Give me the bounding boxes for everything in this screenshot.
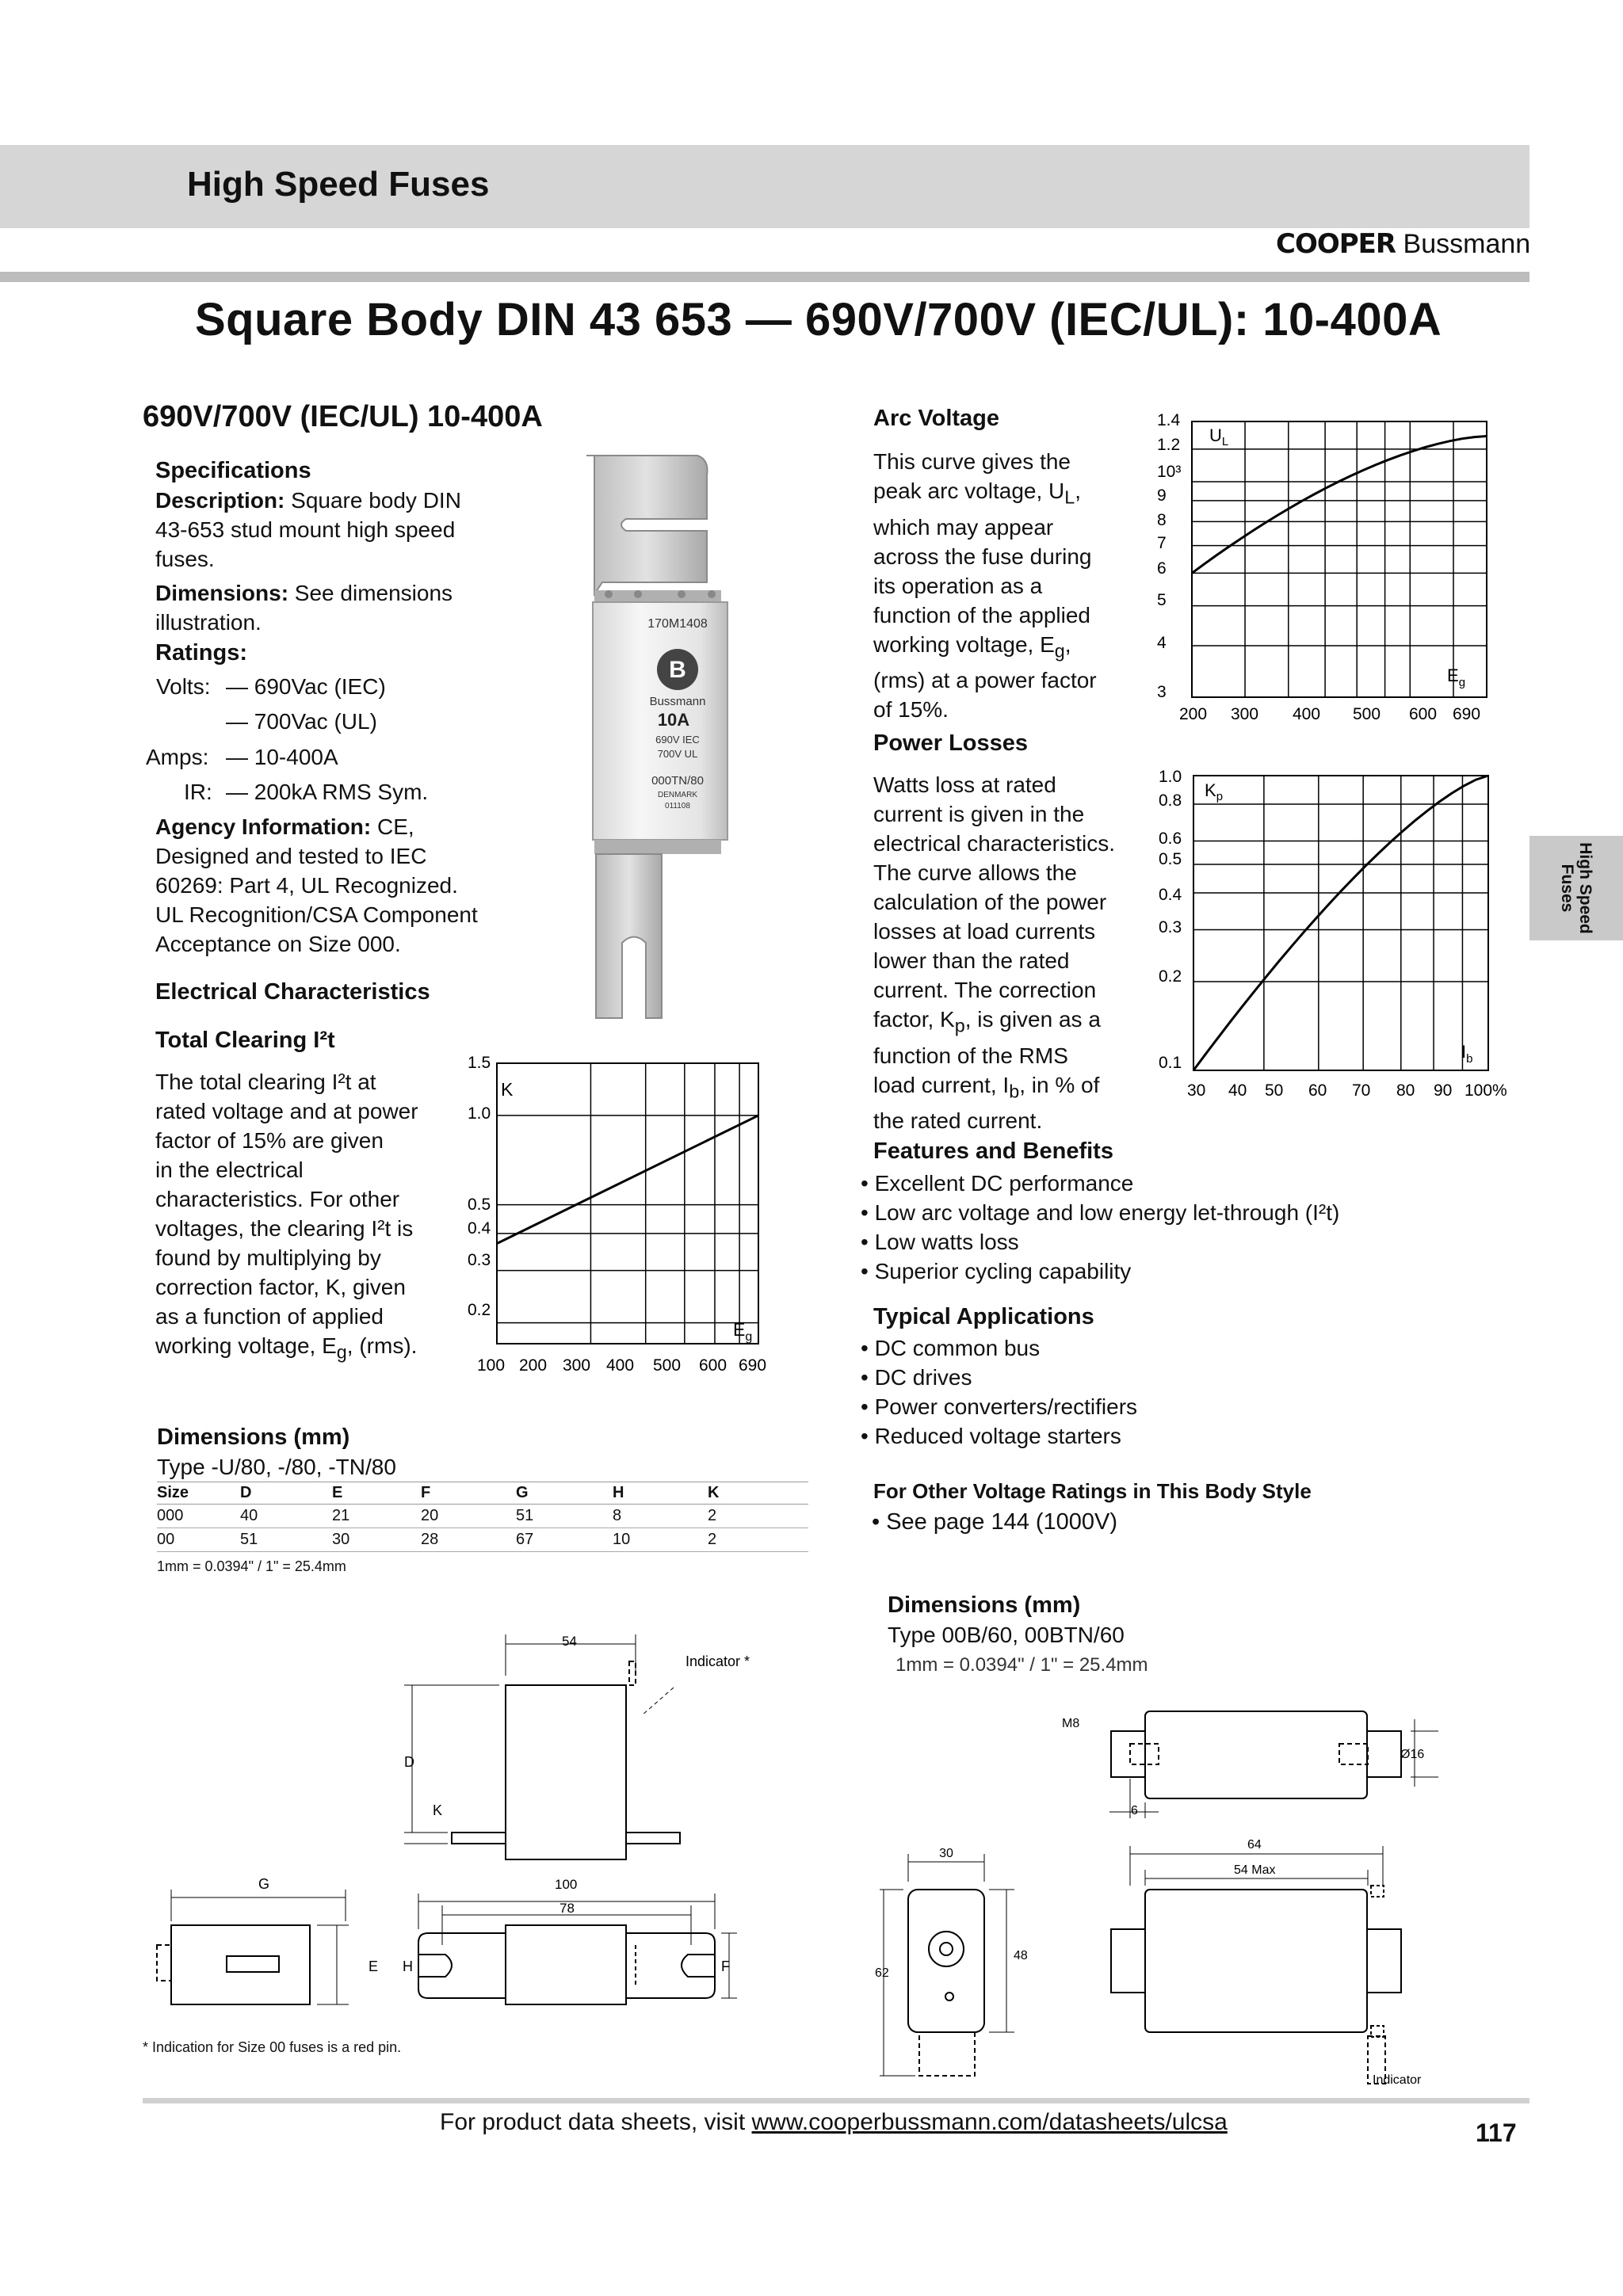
application-item: • Reduced voltage starters <box>861 1424 1121 1448</box>
i2t-y-axis-label: K <box>501 1079 514 1100</box>
fuse-label-brand: Bussmann <box>649 695 706 708</box>
bottom-terminal <box>596 854 662 1018</box>
pl-xtick: 60 <box>1308 1081 1327 1097</box>
fuse-label-l6: DENMARK <box>657 791 698 799</box>
pl-line: calculation of the power <box>873 890 1107 914</box>
desc-label: Description: <box>155 488 285 513</box>
applications-list <box>861 1333 1137 1451</box>
arc-ytick: 6 <box>1157 559 1167 578</box>
top-left-stud <box>1111 1731 1145 1777</box>
i2t-xtick: 600 <box>699 1356 727 1375</box>
dimensions-line-1 <box>155 578 528 608</box>
features-heading: Features and Benefits <box>873 1138 1113 1164</box>
left-tab <box>452 1833 506 1844</box>
arc-comma-2: , <box>1064 631 1071 657</box>
desc-line-0: Square body DIN <box>285 488 461 513</box>
feature-item: • Low watts loss <box>861 1230 1019 1254</box>
i2t-grid <box>497 1063 758 1344</box>
agency-line-4: UL Recognition/CSA Component <box>155 902 478 927</box>
arc-x-label-main: E <box>1447 666 1459 685</box>
arc-ytick: 4 <box>1157 634 1167 652</box>
fuse-label-l1: 170M1408 <box>647 617 708 631</box>
i2t-line: characteristics. For other <box>155 1187 400 1211</box>
i2t-x-label-main: E <box>733 1319 746 1340</box>
pl-y-axis-label <box>1205 780 1223 803</box>
logo-bold: COOPER <box>1276 228 1396 260</box>
arc-line: of 15%. <box>873 697 949 723</box>
pl-line: losses at load currents <box>873 919 1096 944</box>
arc-line: (rms) at a power factor <box>873 668 1097 693</box>
dim-g: G <box>258 1876 270 1892</box>
i2t-line: factor of 15% are given <box>155 1128 384 1153</box>
i2t-line: rated voltage and at power <box>155 1099 418 1123</box>
dims-left-note: 1mm = 0.0394" / 1" = 25.4mm <box>157 1558 346 1574</box>
feature-item: • Superior cycling capability <box>861 1259 1132 1283</box>
pl-ytick: 0.2 <box>1159 967 1182 986</box>
pl-series-line <box>1193 776 1488 1070</box>
indicator-pin <box>629 1661 636 1685</box>
pl-xtick: 50 <box>1265 1081 1284 1097</box>
i2t-xtick: 300 <box>563 1356 591 1375</box>
i2t-chart <box>444 1046 792 1379</box>
arc-line: function of the applied <box>873 602 1090 627</box>
arc-xtick: 300 <box>1231 705 1259 723</box>
arc-sub-g: g <box>1054 640 1065 662</box>
i2t-ytick: 1.5 <box>468 1054 491 1072</box>
fuse-label-l7: 011108 <box>665 802 690 810</box>
agency-line-2: Designed and tested to IEC <box>155 844 427 868</box>
i2t-line-last <box>155 1331 456 1367</box>
specs-heading: Specifications <box>155 458 311 483</box>
i2t-ytick: 0.3 <box>468 1251 491 1269</box>
i2t-x-label-sub: g <box>745 1330 753 1344</box>
plot-frame <box>497 1063 758 1344</box>
arc-xtick: 200 <box>1179 705 1208 723</box>
dims-left-heading: Dimensions (mm) <box>157 1425 350 1450</box>
arc-xtick: 690 <box>1453 705 1481 723</box>
b-glyph: B <box>669 657 686 683</box>
i2t-ytick: 0.4 <box>468 1219 491 1238</box>
agency-block <box>155 812 528 959</box>
dim-64: 64 <box>1247 1838 1262 1852</box>
pl-ib-tail: , in % of <box>1019 1072 1100 1097</box>
rating-volts-value-ul: — 700Vac (UL) <box>226 709 377 734</box>
footer-prefix: For product data sheets, visit <box>440 2109 752 2135</box>
dim-label: Dimensions: <box>155 581 289 605</box>
pl-line: the rated current. <box>873 1108 1043 1134</box>
side-tab <box>1529 836 1623 940</box>
table-cell: 67 <box>516 1528 613 1552</box>
plan-view-body <box>506 1925 626 2004</box>
arc-xtick: 600 <box>1409 705 1438 723</box>
pl-sub-b: b <box>1009 1081 1020 1102</box>
arc-x-axis-label <box>1447 666 1465 689</box>
i2t-text <box>155 1067 456 1367</box>
pl-line: Watts loss at rated <box>873 772 1056 797</box>
right-slot <box>682 1955 715 1977</box>
pl-x-label-main: I <box>1461 1042 1467 1062</box>
dimensions-table <box>157 1482 808 1552</box>
right-dimension-drawing <box>864 1699 1450 2096</box>
power-losses-heading: Power Losses <box>873 730 1029 756</box>
i2t-xtick: 500 <box>653 1356 682 1375</box>
i2t-line: found by multiplying by <box>155 1245 381 1270</box>
arc-xtick: 400 <box>1293 705 1321 723</box>
right-tab <box>626 1833 680 1844</box>
dimensions-line-2: illustration. <box>155 610 262 635</box>
dim-6: 6 <box>1131 1804 1138 1817</box>
arc-ytick: 7 <box>1157 534 1167 552</box>
dim-62: 62 <box>875 1966 889 1980</box>
arc-grid <box>1192 421 1487 697</box>
table-cell: 20 <box>421 1505 516 1528</box>
arc-ytick: 1.4 <box>1157 411 1181 429</box>
dim-30: 30 <box>939 1847 953 1860</box>
pl-ytick: 0.6 <box>1159 830 1182 848</box>
brand-logo <box>1276 228 1530 260</box>
plot-frame <box>1193 776 1488 1070</box>
dim-e: E <box>369 1958 379 1974</box>
col-g: G <box>516 1482 613 1505</box>
side-tab-line1: High Speed <box>1576 842 1594 934</box>
datasheet-link[interactable]: www.cooperbussmann.com/datasheets/ulcsa <box>751 2109 1228 2135</box>
arc-line: which may appear <box>873 514 1054 540</box>
pl-line: electrical characteristics. <box>873 831 1115 856</box>
col-e: E <box>332 1482 421 1505</box>
agency-label: Agency Information: <box>155 814 372 839</box>
pl-line-ib <box>873 1070 1159 1107</box>
arc-y-tick-labels <box>1157 411 1181 701</box>
arc-ytick: 1.2 <box>1157 436 1181 454</box>
arc-ytick: 9 <box>1157 486 1167 505</box>
agency-line-1 <box>155 812 528 841</box>
arc-y-label-main: U <box>1209 425 1222 445</box>
i2t-last-sub: g <box>336 1341 347 1363</box>
end-view-body <box>171 1925 310 2004</box>
arc-line-ul <box>873 476 1159 513</box>
i2t-line: voltages, the clearing I²t is <box>155 1216 414 1241</box>
fuse-photo <box>523 444 808 1026</box>
arc-line: This curve gives the <box>873 449 1071 474</box>
pl-kp-pre: factor, K <box>873 1007 955 1032</box>
table-cell: 30 <box>332 1528 421 1552</box>
arc-voltage-text <box>873 447 1159 724</box>
arc-line-eg-pre: working voltage, E <box>873 631 1055 657</box>
pl-y-label-main: K <box>1205 780 1216 800</box>
dim-54: 54 <box>562 1634 577 1649</box>
i2t-heading: Total Clearing I²t <box>155 1028 335 1053</box>
dims-left-type: Type -U/80, -/80, -TN/80 <box>157 1455 396 1479</box>
table-cell: 00 <box>157 1528 240 1552</box>
i2t-xtick: 100 <box>477 1356 506 1375</box>
dim-m8: M8 <box>1062 1717 1080 1730</box>
pl-line: The curve allows the <box>873 860 1077 885</box>
category-title: High Speed Fuses <box>187 165 490 204</box>
arc-voltage-chart <box>1148 404 1512 729</box>
rating-volts-label: Volts: <box>156 674 211 699</box>
table-row <box>157 1528 808 1552</box>
pl-x-label-sub: b <box>1466 1052 1473 1066</box>
i2t-xtick: 200 <box>519 1356 548 1375</box>
table-cell: 10 <box>613 1528 708 1552</box>
pl-line: current is given in the <box>873 802 1085 826</box>
table-cell: 8 <box>613 1505 708 1528</box>
arc-x-tick-labels <box>1179 705 1480 723</box>
electrical-heading: Electrical Characteristics <box>155 979 430 1005</box>
footer-rule <box>143 2098 1529 2103</box>
plan-left-terminal <box>418 1933 506 1998</box>
table-cell: 40 <box>240 1505 332 1528</box>
i2t-line: in the electrical <box>155 1158 304 1182</box>
page-title: Square Body DIN 43 653 — 690V/700V (IEC/UL): 10-400A <box>195 294 1442 345</box>
left-dimension-drawing <box>151 1620 832 2064</box>
ratings-heading: Ratings: <box>155 640 247 666</box>
table-cell: 000 <box>157 1505 240 1528</box>
fuse-label-l5: 000TN/80 <box>651 774 704 788</box>
feature-item: • Excellent DC performance <box>861 1171 1134 1196</box>
footer-text <box>440 2109 1228 2136</box>
description-line-3: fuses. <box>155 547 215 571</box>
i2t-last-post: , (rms). <box>346 1333 418 1358</box>
header-rule <box>0 272 1529 282</box>
i2t-ytick: 0.5 <box>468 1196 491 1214</box>
arc-line-ul-pre: peak arc voltage, U <box>873 479 1065 503</box>
table-header-row <box>157 1482 808 1505</box>
table-cell: 21 <box>332 1505 421 1528</box>
fuse-label-l4: 700V UL <box>657 748 698 760</box>
dim-dia16: Ø16 <box>1400 1748 1425 1761</box>
front-right-stud <box>1367 1929 1401 1993</box>
indicator-label: Indicator * <box>685 1653 750 1669</box>
table-cell: 28 <box>421 1528 516 1552</box>
pl-ib-pre: load current, I <box>873 1072 1010 1097</box>
top-view-body <box>1145 1711 1367 1798</box>
side-view-body <box>506 1685 626 1859</box>
arc-voltage-heading: Arc Voltage <box>873 406 1000 431</box>
agency-line-3: 60269: Part 4, UL Recognized. <box>155 873 458 898</box>
dim-d: D <box>404 1754 414 1770</box>
col-d: D <box>240 1482 332 1505</box>
specifications-block <box>155 456 528 668</box>
fuse-label-l2: 10A <box>657 710 690 730</box>
pl-xtick: 30 <box>1187 1081 1206 1097</box>
i2t-last-pre: working voltage, E <box>155 1333 337 1358</box>
side-tab-text <box>1558 842 1594 934</box>
pl-grid <box>1193 776 1488 1070</box>
other-voltage-item: • See page 144 (1000V) <box>872 1509 1118 1535</box>
dim-f: F <box>721 1958 730 1974</box>
pl-y-label-sub: p <box>1216 790 1224 803</box>
pl-sub-p: p <box>954 1015 965 1036</box>
table-cell: 51 <box>240 1528 332 1552</box>
rating-ir-value: — 200kA RMS Sym. <box>226 780 429 804</box>
features-list <box>861 1169 1339 1286</box>
feature-item: • Low arc voltage and low energy let-through (I²t) <box>861 1200 1340 1225</box>
indicator-label-2: Indicator <box>1373 2073 1422 2087</box>
dims-right-note: 1mm = 0.0394" / 1" = 25.4mm <box>896 1654 1148 1676</box>
i2t-y-tick-labels <box>468 1054 491 1319</box>
arc-ytick: 10³ <box>1157 463 1182 481</box>
top-terminal <box>586 456 708 594</box>
pl-y-tick-labels <box>1159 768 1182 1072</box>
i2t-x-tick-labels <box>477 1356 766 1375</box>
arc-y-label-sub: L <box>1221 435 1229 448</box>
pl-ytick: 0.4 <box>1159 886 1182 904</box>
pl-line-kp <box>873 1005 1159 1041</box>
section-subtitle: 690V/700V (IEC/UL) 10-400A <box>143 400 543 433</box>
dims-footnote: * Indication for Size 00 fuses is a red pin. <box>143 2039 402 2055</box>
dim-100: 100 <box>555 1877 578 1892</box>
dims-right-type: Type 00B/60, 00BTN/60 <box>888 1623 1125 1647</box>
i2t-ytick: 1.0 <box>468 1104 491 1123</box>
rating-amps-label: Amps: <box>146 745 209 769</box>
col-h: H <box>613 1482 708 1505</box>
arc-ytick: 3 <box>1157 683 1167 701</box>
front-view-body <box>1145 1890 1367 2032</box>
col-k: K <box>708 1482 808 1505</box>
description-line-1 <box>155 486 528 515</box>
rating-ir-label: IR: <box>184 780 212 804</box>
arc-line: across the fuse during <box>873 543 1092 569</box>
i2t-line: as a function of applied <box>155 1304 384 1329</box>
arc-line: its operation as a <box>873 573 1043 598</box>
pl-line: lower than the rated <box>873 948 1070 973</box>
table-cell: 2 <box>708 1528 808 1552</box>
description-line-2: 43-653 stud mount high speed <box>155 517 456 542</box>
col-size: Size <box>157 1482 240 1505</box>
side-tab-line2: Fuses <box>1558 864 1576 913</box>
application-item: • DC common bus <box>861 1336 1041 1360</box>
pl-xtick: 80 <box>1396 1081 1415 1097</box>
pl-ytick: 1.0 <box>1159 768 1182 786</box>
power-losses-text <box>873 770 1159 1135</box>
dim-54max: 54 Max <box>1234 1863 1276 1877</box>
pl-xtick: 90 <box>1434 1081 1453 1097</box>
pl-xtick: 40 <box>1228 1081 1247 1097</box>
rating-amps-value: — 10-400A <box>226 745 338 769</box>
end-view-body <box>908 1890 984 2032</box>
plot-frame <box>1192 421 1487 697</box>
plan-right-terminal <box>626 1933 715 1998</box>
i2t-xtick: 690 <box>739 1356 767 1375</box>
table-cell: 2 <box>708 1505 808 1528</box>
top-right-stud <box>1367 1731 1401 1777</box>
arc-series-line <box>1192 437 1487 574</box>
dim-k: K <box>433 1802 443 1818</box>
pl-line: function of the RMS <box>873 1043 1068 1068</box>
table-cell: 51 <box>516 1505 613 1528</box>
applications-heading: Typical Applications <box>873 1304 1094 1329</box>
bottom-cap <box>594 840 721 854</box>
end-view-hole <box>929 1932 964 1966</box>
left-slot <box>418 1955 452 1977</box>
pl-ytick: 0.3 <box>1159 918 1182 936</box>
dims-right-heading: Dimensions (mm) <box>888 1592 1081 1618</box>
pl-line: current. The correction <box>873 978 1097 1002</box>
agency-line-5: Acceptance on Size 000. <box>155 932 401 956</box>
pl-ytick: 0.1 <box>1159 1054 1182 1072</box>
top-cap <box>594 590 721 602</box>
dim-48: 48 <box>1014 1949 1028 1962</box>
pl-xtick: 70 <box>1352 1081 1371 1097</box>
i2t-series-line <box>497 1116 758 1244</box>
table-row <box>157 1505 808 1528</box>
arc-ytick: 5 <box>1157 591 1167 609</box>
dim-78: 78 <box>559 1901 575 1916</box>
page-number: 117 <box>1476 2119 1517 2147</box>
dim-h: H <box>403 1958 413 1974</box>
pl-x-tick-labels <box>1187 1081 1507 1097</box>
application-item: • Power converters/rectifiers <box>861 1394 1138 1419</box>
front-left-stud <box>1111 1929 1145 1993</box>
arc-x-label-sub: g <box>1458 676 1466 689</box>
pl-ytick: 0.8 <box>1159 791 1182 810</box>
arc-line-eg <box>873 630 1159 666</box>
pl-xtick: 100% <box>1465 1081 1507 1097</box>
arc-xtick: 500 <box>1353 705 1381 723</box>
i2t-xtick: 400 <box>606 1356 635 1375</box>
pl-ytick: 0.5 <box>1159 850 1182 868</box>
other-voltage-heading: For Other Voltage Ratings in This Body Style <box>873 1479 1312 1503</box>
fuse-label-l3: 690V IEC <box>655 734 700 746</box>
application-item: • DC drives <box>861 1365 972 1390</box>
arc-ytick: 8 <box>1157 511 1167 529</box>
pl-kp-tail: , is given as a <box>964 1007 1101 1032</box>
dim-line-0: See dimensions <box>288 581 453 605</box>
i2t-ytick: 0.2 <box>468 1301 491 1319</box>
arc-y-axis-label <box>1209 425 1228 448</box>
i2t-line: correction factor, K, given <box>155 1275 406 1299</box>
arc-sub-L: L <box>1064 486 1075 508</box>
logo-rest: Bussmann <box>1396 229 1531 259</box>
power-losses-chart <box>1148 765 1528 1097</box>
rating-volts-value: — 690Vac (IEC) <box>226 674 386 699</box>
agency-line-0: CE, <box>371 814 414 839</box>
arc-comma: , <box>1075 479 1082 503</box>
col-f: F <box>421 1482 516 1505</box>
i2t-line: The total clearing I²t at <box>155 1070 376 1094</box>
